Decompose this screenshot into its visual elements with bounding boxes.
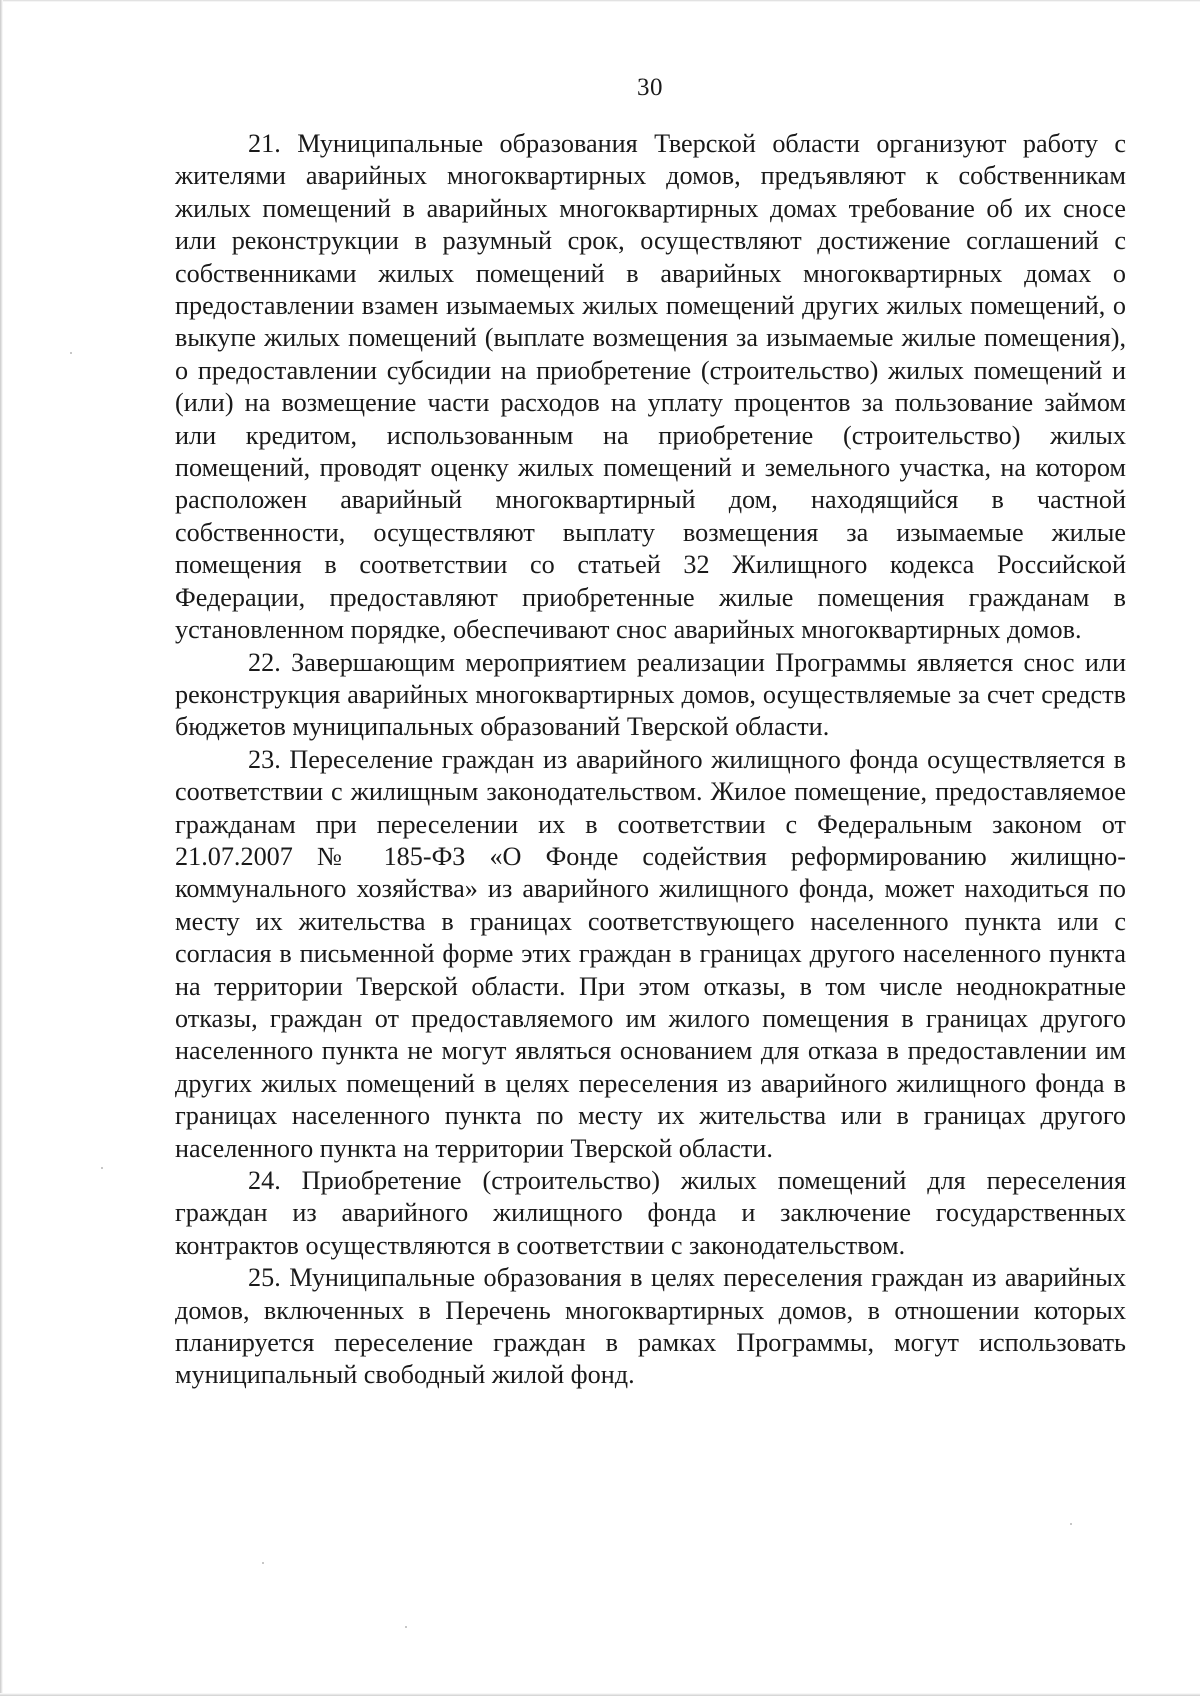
document-body [175,128,1126,1392]
scan-edge-left [0,0,3,1696]
scan-speck [1070,1523,1072,1525]
paragraph-22: 22. Завершающим мероприятием реализации Программы является снос или реконструкция аварийных многоквартирных домов, осуществляемые за счет средств бюджетов муниципальных образований Тверской области. [175,647,1126,742]
paragraph-25: 25. Муниципальные образования в целях переселения граждан из аварийных домов, включенных в Перечень многоквартирных домов, в отношении которых планируется переселение граждан в рамках Программы, могут использовать муниципальный свободный жилой фонд. [175,1263,1126,1390]
scan-speck [70,352,72,354]
scan-speck [262,1562,264,1564]
scan-edge-top [0,0,1200,2]
paragraph-21: 21. Муниципальные образования Тверской области организуют работу с жителями аварийных многоквартирных домов, предъявляют к собственникам жилых помещений в аварийных многоквартирных домах требование об их сносе или реконструкции в разумный срок, осуществляют достижение соглашений с собственниками жилых помещений в аварийных многоквартирных домах о предоставлении взамен изымаемых жилых помещений других жилых помещений, о выкупе жилых помещений (выплате возмещения за изымаемые жилые помещения), о предоставлении субсидии на приобретение (строительство) жилых помещений и (или) на возмещение части расходов на уплату процентов за пользование займом или кредитом, использованным на приобретение (строительство) жилых помещений, проводят оценку жилых помещений и земельного участка, на котором расположен аварийный многоквартирный дом, находящийся в частной собственности, осуществляют выплату возмещения за изымаемые жилые помещения в соответствии со статьей 32 Жилищного кодекса Российской Федерации, предоставляют приобретенные жилые помещения гражданам в установленном порядке, обеспечивают снос аварийных многоквартирных домов. [175,129,1126,645]
paragraph-24: 24. Приобретение (строительство) жилых помещений для переселения граждан из аварийного жилищного фонда и заключение государственных контрактов осуществляются в соответствии с законодательством. [175,1166,1126,1260]
scan-speck [405,1626,407,1628]
page-number: 30 [637,74,663,101]
scan-speck [101,1167,103,1169]
paragraph-23: 23. Переселение граждан из аварийного жилищного фонда осуществляется в соответствии с жилищным законодательством. Жилое помещение, предоставляемое гражданам при переселении их в соответствии с Федеральным законом от 21.07.2007 № 185-ФЗ «О Фонде содействия реформированию жилищно-коммунального хозяйства» из аварийного жилищного фонда, может находиться по месту их жительства в границах соответствующего населенного пункта или с согласия в письменной форме этих граждан в границах другого населенного пункта на территории Тверской области. При этом отказы, в том числе неоднократные отказы, граждан от предоставляемого им жилого помещения в границах другого населенного пункта не могут являться основанием для отказа в предоставлении им других жилых помещений в целях переселения из аварийного жилищного фонда в границах населенного пункта по месту их жительства или в границах другого населенного пункта на территории Тверской области. [175,744,1126,1163]
